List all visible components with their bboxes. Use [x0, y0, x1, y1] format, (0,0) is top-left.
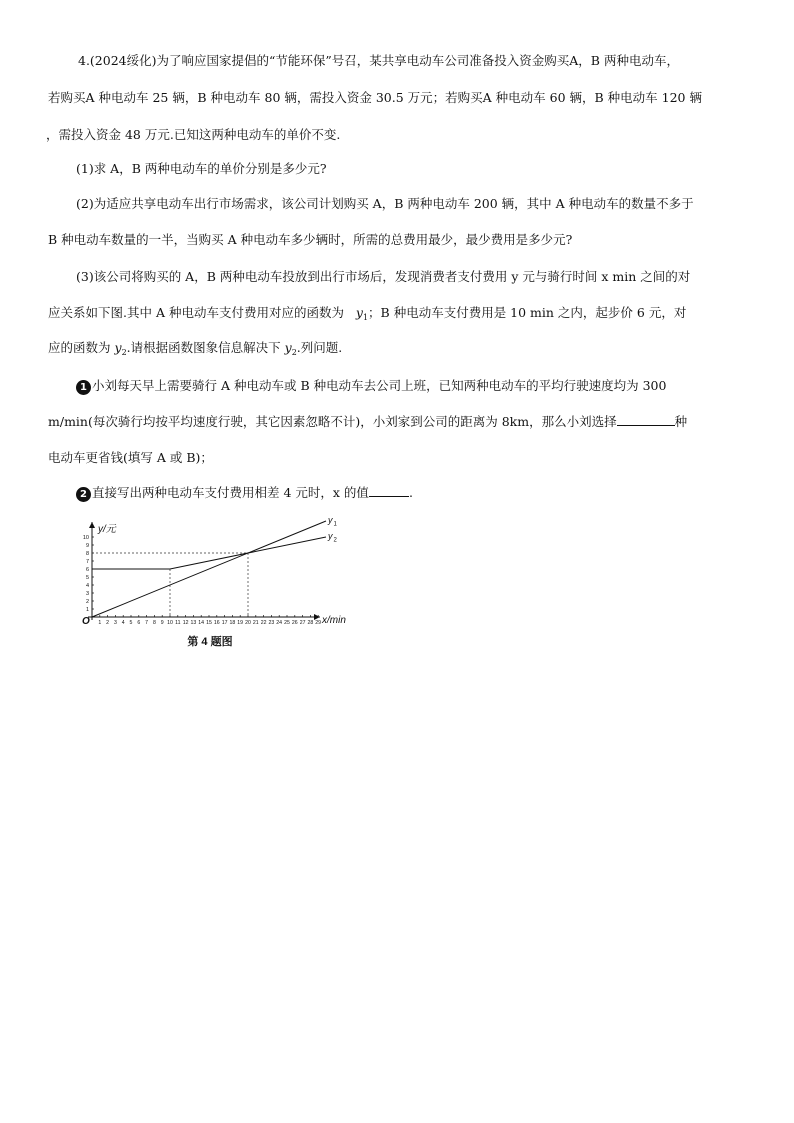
- question-3-line-1: [76, 268, 690, 286]
- y2-variable: y: [114, 340, 122, 355]
- x-tick-label: 17: [221, 620, 228, 626]
- problem-intro-line-2-text: 若购买A 种电动车 25 辆，B 种电动车 80 辆，需投入资金 30.5 万元；若购买A 种电动车 60 辆，B 种电动车 120 辆: [48, 90, 702, 105]
- question-1-text: (1)求 A，B 两种电动车的单价分别是多少元?: [76, 161, 327, 176]
- y-tick-label: 3: [85, 591, 89, 597]
- y-tick-label: 4: [85, 583, 89, 589]
- series-label-y1: y: [328, 516, 333, 525]
- problem-intro-line-3: [46, 126, 340, 144]
- y-tick-label: 9: [85, 543, 89, 549]
- subquestion-2-text: 直接写出两种电动车支付费用相差 4 元时，x 的值: [92, 485, 369, 500]
- x-tick-label: 2: [106, 620, 110, 626]
- x-tick-label: 19: [237, 620, 244, 626]
- x-tick-label: 13: [190, 620, 197, 626]
- series-label-sub-y2: 2: [333, 537, 337, 544]
- y1-variable: y: [355, 305, 363, 320]
- subquestion-1-line-2-end: 种: [674, 414, 688, 429]
- subquestion-1-line-3-text: 电动车更省钱(填写 A 或 B)；: [48, 450, 213, 465]
- circled-number-1: 1: [76, 380, 91, 395]
- x-tick-label: 22: [260, 620, 267, 626]
- origin-label: O: [82, 616, 90, 627]
- subquestion-1-line-3: [48, 449, 213, 467]
- x-tick-label: 10: [167, 620, 173, 626]
- question-3-line-2-text-a: 应关系如下图.其中 A 种电动车支付费用对应的函数为: [48, 305, 344, 320]
- x-tick-label: 25: [284, 620, 290, 626]
- x-tick-label: 12: [182, 620, 189, 626]
- x-tick-label: 20: [245, 620, 251, 626]
- x-tick-label: 4: [121, 620, 125, 626]
- question-3-line-3-text-b: .请根据函数图象信息解决下: [126, 340, 281, 355]
- function-graph: [70, 516, 360, 654]
- y-axis-label: y/元: [98, 524, 116, 535]
- x-tick-label: 11: [175, 620, 181, 626]
- subquestion-2: [76, 484, 413, 502]
- x-tick-label: 6: [137, 620, 141, 626]
- x-tick-label: 29: [315, 620, 322, 626]
- problem-intro-line-1: [78, 52, 679, 70]
- question-1: [76, 160, 327, 178]
- x-tick-label: 26: [291, 620, 298, 626]
- circled-number-2: 2: [76, 487, 91, 502]
- question-2-line-2: [48, 231, 572, 249]
- series-label-y2: y: [328, 531, 333, 541]
- question-3-line-2: [48, 304, 686, 327]
- subquestion-1-line-1: [76, 377, 666, 395]
- x-tick-label: 1: [98, 620, 102, 626]
- x-tick-label: 3: [113, 620, 117, 626]
- x-tick-label: 28: [307, 620, 314, 626]
- question-3-line-2-text-b: ；B 种电动车支付费用是 10 min 之内，起步价 6 元，对: [368, 305, 687, 320]
- x-axis-label: x/min: [322, 615, 346, 626]
- subquestion-1-line-1-text: 小刘每天早上需要骑行 A 种电动车或 B 种电动车去公司上班，已知两种电动车的平均行驶速度均为 300: [92, 378, 667, 393]
- y-axis-arrow: [89, 522, 95, 528]
- y2-variable-repeat: y: [284, 340, 292, 355]
- series-label-sub-y1: 1: [333, 521, 337, 528]
- question-2-line-1: [76, 195, 694, 213]
- x-tick-label: 8: [152, 620, 156, 626]
- x-tick-label: 18: [229, 620, 236, 626]
- y2-subscript-repeat: 2: [291, 348, 297, 357]
- figure-caption: 第 4 题图: [187, 636, 233, 648]
- y-tick-label: 6: [85, 567, 89, 573]
- question-3-line-3-text-a: 应的函数为: [48, 340, 111, 355]
- x-tick-label: 14: [198, 620, 205, 626]
- x-tick-label: 7: [145, 620, 149, 626]
- question-3-line-3-text-c: .列问题.: [296, 340, 343, 355]
- answer-blank-2[interactable]: [369, 484, 409, 497]
- problem-intro-line-1-text: 4.(2024绥化)为了响应国家提倡的“节能环保”号召，某共享电动车公司准备投入资金购买A，B 两种电动车，: [78, 53, 679, 68]
- problem-intro-line-3-text: ，需投入资金 48 万元.已知这两种电动车的单价不变.: [46, 127, 341, 142]
- question-3-line-3: [48, 339, 342, 362]
- subquestion-2-end: .: [408, 485, 413, 500]
- function-graph-figure: [70, 516, 360, 654]
- y2-subscript: 2: [121, 348, 127, 357]
- question-2-line-2-text: B 种电动车数量的一半，当购买 A 种电动车多少辆时，所需的总费用最少，最少费用是多少元?: [48, 232, 573, 247]
- x-tick-label: 27: [299, 620, 306, 626]
- y-tick-label: 10: [82, 535, 89, 541]
- x-tick-label: 24: [276, 620, 283, 626]
- subquestion-1-line-2-text: m/min(每次骑行均按平均速度行驶，其它因素忽略不计)，小刘家到公司的距离为 8km，那么小刘选择: [48, 414, 617, 429]
- y-tick-label: 5: [85, 575, 89, 581]
- y-tick-label: 8: [85, 551, 89, 557]
- subquestion-1-line-2: [48, 413, 687, 431]
- question-3-line-1-text: (3)该公司将购买的 A，B 两种电动车投放到出行市场后，发现消费者支付费用 y 元与骑行时间 x min 之间的对: [76, 269, 691, 284]
- problem-intro-line-2: [48, 89, 702, 107]
- answer-blank-1[interactable]: [617, 413, 675, 426]
- x-tick-label: 9: [160, 620, 164, 626]
- x-tick-label: 15: [206, 620, 212, 626]
- x-tick-label: 16: [213, 620, 220, 626]
- x-tick-label: 23: [268, 620, 275, 626]
- y-tick-label: 2: [85, 599, 89, 605]
- x-tick-label: 21: [252, 620, 259, 626]
- x-tick-label: 5: [129, 620, 133, 626]
- question-2-line-1-text: (2)为适应共享电动车出行市场需求，该公司计划购买 A，B 两种电动车 200 辆，其中 A 种电动车的数量不多于: [76, 196, 694, 211]
- y1-subscript: 1: [362, 313, 369, 322]
- y-tick-label: 1: [85, 607, 89, 613]
- y-tick-label: 7: [85, 559, 89, 565]
